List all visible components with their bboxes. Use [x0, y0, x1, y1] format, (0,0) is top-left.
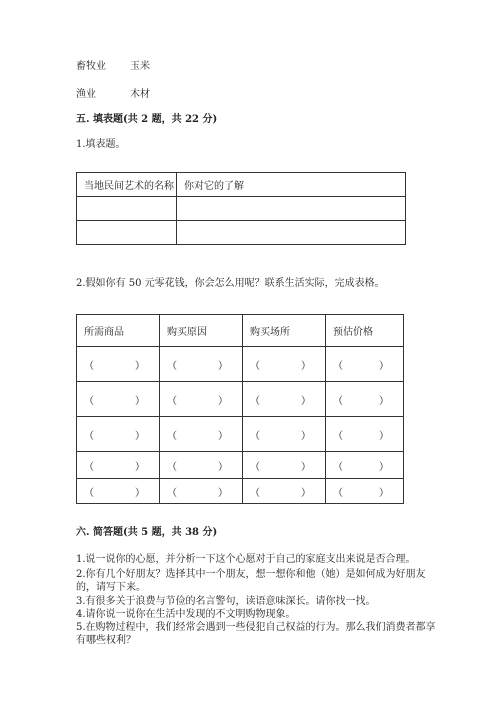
section5-title: 五. 填表题(共 2 题，共 22 分) — [76, 114, 218, 125]
short-answer-4: 4.请你说一说你在生活中发现的不文明购物现象。 — [76, 609, 296, 620]
spending-cell[interactable]: （ ） — [243, 417, 326, 452]
table-row — [77, 479, 404, 504]
spending-header-price: 预估价格 — [326, 315, 404, 347]
spending-cell[interactable]: （ ） — [243, 347, 326, 382]
spending-header-place: 购买场所 — [243, 315, 326, 347]
spending-cell[interactable]: （ ） — [326, 479, 404, 504]
short-answer-5: 5.在购物过程中，我们经常会遇到一些侵犯自己权益的行为。那么我们消费者都享有哪些权利？ — [76, 622, 436, 646]
spending-cell[interactable]: （ ） — [326, 452, 404, 479]
folk-art-cell[interactable] — [177, 221, 406, 245]
spending-cell[interactable]: （ ） — [160, 347, 243, 382]
pair-right-1: 玉米 — [130, 61, 150, 72]
folk-art-cell[interactable] — [77, 197, 177, 221]
folk-art-cell[interactable] — [77, 221, 177, 245]
pair-left-2: 渔业 — [76, 89, 96, 100]
spending-cell[interactable]: （ ） — [77, 452, 160, 479]
spending-cell[interactable]: （ ） — [243, 479, 326, 504]
spending-cell[interactable]: （ ） — [326, 347, 404, 382]
spending-cell[interactable]: （ ） — [160, 479, 243, 504]
folk-art-cell[interactable] — [177, 197, 406, 221]
spending-cell[interactable]: （ ） — [77, 382, 160, 417]
section6-title: 六. 简答题(共 5 题，共 38 分) — [76, 527, 218, 538]
spending-cell[interactable]: （ ） — [326, 417, 404, 452]
question-1-label: 1.填表题。 — [76, 139, 126, 150]
folk-art-header-name: 当地民间艺术的名称 — [77, 173, 177, 197]
question-2-label: 2.假如你有 50 元零花钱，你会怎么用呢？联系生活实际，完成表格。 — [76, 278, 385, 289]
short-answer-3: 3.有很多关于浪费与节俭的名言警句，读语意味深长。请你找一找。 — [76, 596, 376, 607]
short-answer-2: 2.你有几个好朋友？选择其中一个朋友，想一想你和他（她）是如何成为好朋友的，请写下来。 — [76, 569, 426, 593]
table-row — [77, 347, 404, 382]
spending-cell[interactable]: （ ） — [243, 452, 326, 479]
spending-cell[interactable]: （ ） — [77, 347, 160, 382]
folk-art-header-knowledge: 你对它的了解 — [177, 173, 406, 197]
spending-cell[interactable]: （ ） — [160, 452, 243, 479]
spending-cell[interactable]: （ ） — [77, 479, 160, 504]
table-row — [77, 417, 404, 452]
spending-cell[interactable]: （ ） — [77, 417, 160, 452]
short-answer-1: 1.说一说你的心愿，并分析一下这个心愿对于自己的家庭支出来说是否合理。 — [76, 554, 416, 565]
table-row — [77, 382, 404, 417]
pair-right-2: 木材 — [130, 89, 150, 100]
spending-cell[interactable]: （ ） — [160, 382, 243, 417]
spending-header-reason: 购买原因 — [160, 315, 243, 347]
spending-cell[interactable]: （ ） — [326, 382, 404, 417]
pair-left-1: 畜牧业 — [76, 61, 106, 72]
spending-table — [76, 314, 404, 504]
spending-header-item: 所需商品 — [77, 315, 160, 347]
folk-art-table — [76, 172, 406, 245]
spending-cell[interactable]: （ ） — [160, 417, 243, 452]
spending-cell[interactable]: （ ） — [243, 382, 326, 417]
table-row — [77, 452, 404, 479]
